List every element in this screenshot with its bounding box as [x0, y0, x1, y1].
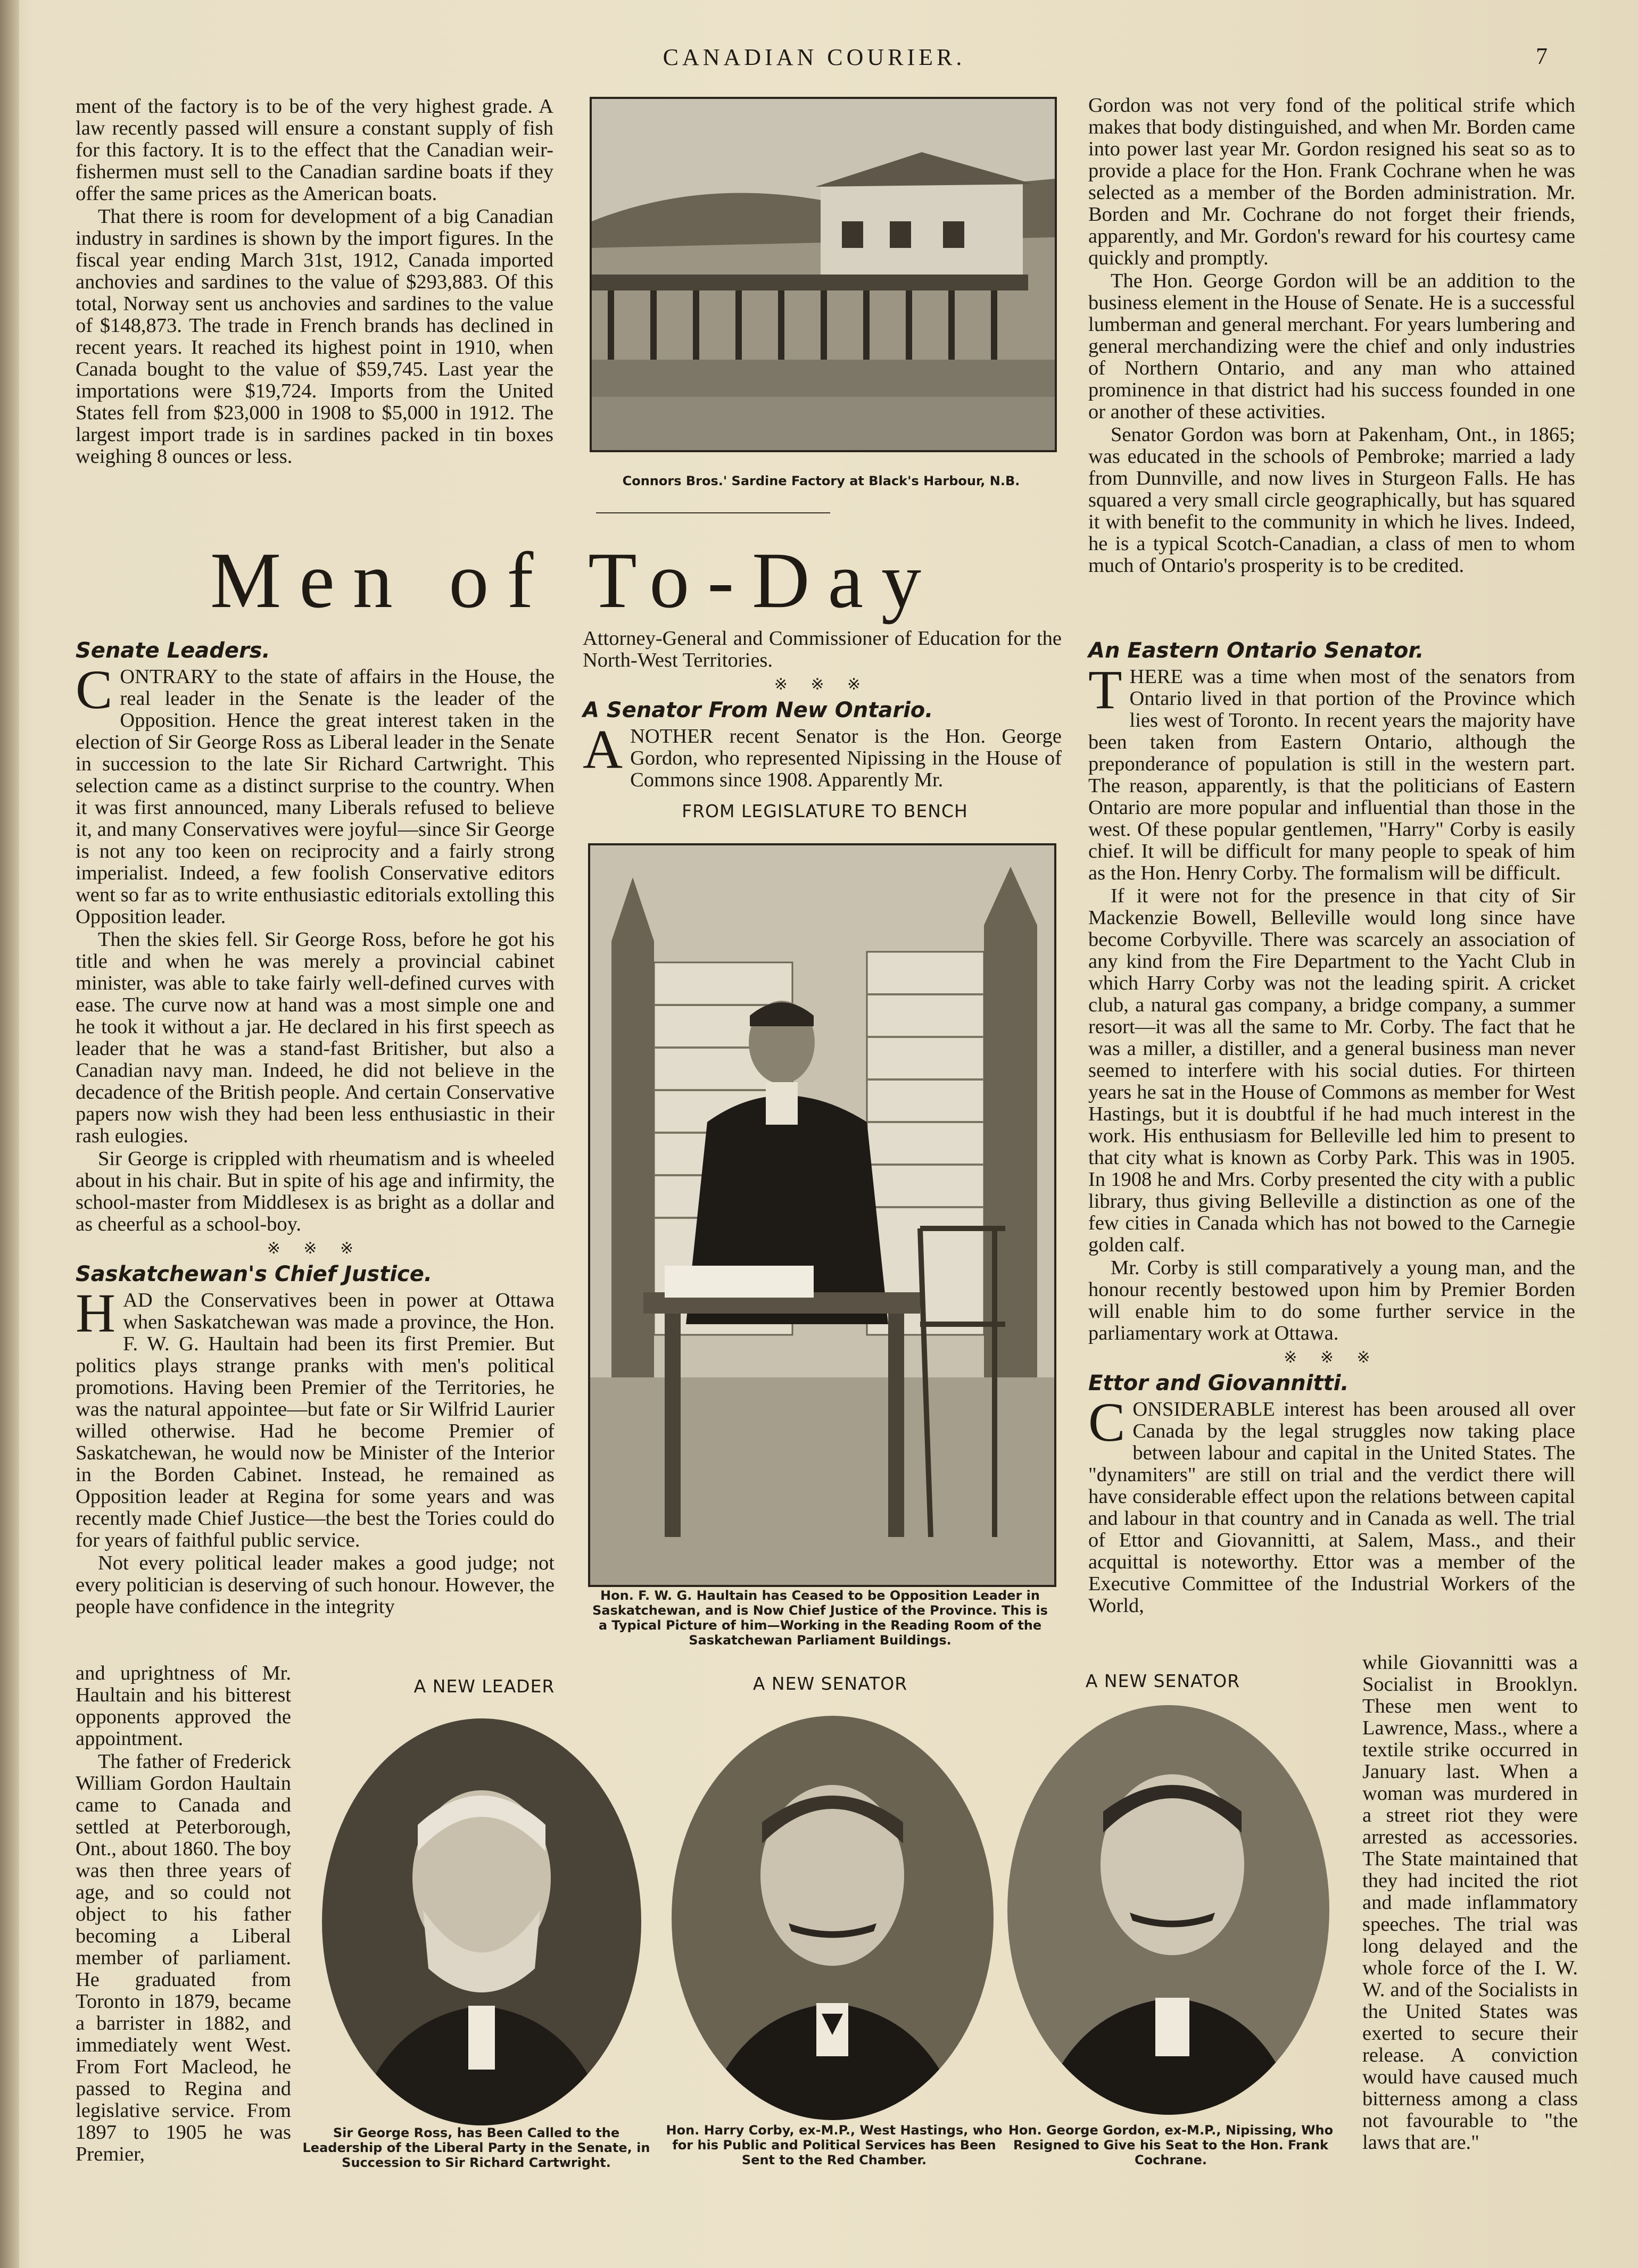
middle-column: [583, 628, 1062, 792]
paragraph: THERE was a time when most of the senators from Ontario lived in that portion of the Province which lies west of Toronto. In recent years the majority have been taken from Eastern Ontario, although the preponderance of population is still in the western part. The reason, apparently, is that the politicians of Eastern Ontario are more popular and influential than those in the west. Of these popular gentlemen, "Harry" Corby is easily chief. It will be difficult for many people to speak of him as the Hon. Henry Corby. The formalism will be difficult.: [1088, 659, 1575, 884]
factory-photo: [590, 97, 1057, 452]
section-separator: ※ ※ ※: [1284, 1349, 1380, 1366]
haultain-photo-caption: Hon. F. W. G. Haultain has Ceased to be Opposition Leader in Saskatchewan, and is Now Chief Justice of the Province. This is a Typical Picture of him—Working in the Reading Room of the Saskatchewan Parliament Buildings.: [592, 1588, 1048, 1648]
drop-cap: A: [583, 719, 623, 780]
portrait-label: A NEW SENATOR: [1085, 1671, 1240, 1691]
portrait-gordon: [1007, 1705, 1329, 2115]
paragraph: Senator Gordon was born at Pakenham, Ont., in 1865; was educated in the schools of Pembroke; married a lady from Dunnville, and now lives in Sturgeon Falls. He has squared a very small circle geographically, but has squared it with benefit to the community in which he lives. Indeed, he is a typical Scotch-Canadian, a class of men to whom much of Ontario's prosperity is to be credited.: [1088, 423, 1575, 577]
section-heading-ettor: Ettor and Giovannitti.: [1088, 1371, 1349, 1395]
paragraph: Attorney-General and Commissioner of Education for the North-West Territories.: [583, 627, 1062, 671]
left-narrow-column: [76, 1663, 291, 2166]
page-title: Men of To-Day: [210, 536, 940, 625]
title-rule: [596, 512, 830, 513]
drop-cap: C: [76, 659, 113, 720]
paragraph: and uprightness of Mr. Haultain and his bitterest opponents approved the appointment.: [76, 1662, 291, 1750]
paragraph: If it were not for the presence in that city of Sir Mackenzie Bowell, Belleville would long since have become Corbyville. There was scarcely an association of any kind from the Fire Department to the Yacht Club in which Harry Corby was not the leading spirit. A cricket club, a natural gas company, a bridge company, a summer resort—it was all the same to Mr. Corby. The fact that he was a miller, a distiller, and a general business man never seemed to interfere with his social duties. For thirteen years he sat in the House of Commons as member for West Hastings, but it is doubtful if he had much interest in the work. His enthusiasm for Belleville led him to present to that city what is known as Corby Park. This was in 1905. In 1908 he and Mrs. Corby presented the city with a public library, thus giving Belleville a distinction as one of the few cities in Canada which has not bowed to the Carnegie golden calf.: [1088, 885, 1575, 1256]
portrait-caption: Hon. Harry Corby, ex-M.P., West Hastings, who for his Public and Political Services has Been Sent to the Red Chamber.: [666, 2123, 1003, 2167]
portrait-corby: [672, 1716, 994, 2120]
paragraph: HAD the Conservatives been in power at Ottawa when Saskatchewan was made a province, the Hon. F. W. G. Haultain had been its first Premier. But politics plays strange pranks with men's political promotions. Having been Premier of the Territories, he was the natural appointee—but fate or Sir Wilfrid Laurier willed otherwise. Had he become Premier of Saskatchewan, he would now be Minister of the Interior in the Borden Cabinet. Instead, he remained as Opposition leader at Regina for some years and was recently made Chief Justice—the best the Tories could do for years of faithful public service.: [76, 1283, 555, 1551]
paragraph: CONSIDERABLE interest has been aroused all over Canada by the legal struggles now taking place between labour and capital in the United States. The "dynamiters" are still on trial and the verdict there will have considerable effect upon the relations between capital and labour in that country and in Canada as well. The trial of Ettor and Giovannitti, at Salem, Mass., and their acquittal is noteworthy. Ettor was a member of the Executive Committee of the Industrial Workers of the World,: [1088, 1392, 1575, 1617]
paragraph: Not every political leader makes a good judge; not every politician is deserving of such honour. However, the people have confidence in the integrity: [76, 1552, 555, 1618]
haultain-photo: [588, 843, 1056, 1587]
portrait-label: A NEW LEADER: [413, 1676, 555, 1697]
section-separator: ※ ※ ※: [774, 676, 871, 693]
paragraph: Sir George is crippled with rheumatism and is wheeled about in his chair. But in spite of his age and infirmity, the school-master from Middlesex is as bright as a dollar and as cheerful as a school-boy.: [76, 1148, 555, 1235]
portrait-label: A NEW SENATOR: [752, 1673, 908, 1694]
top-right-column: [1088, 95, 1575, 578]
paragraph: The Hon. George Gordon will be an addition to the business element in the House of Senate. He is a successful lumberman and general merchant. For years lumbering and general merchandizing were the chief and only industries of Northern Ontario, and any man who attained prominence in that district had his success founded in one or another of these activities.: [1088, 270, 1575, 423]
paragraph: Then the skies fell. Sir George Ross, before he got his title and when he was merely a provincial cabinet minister, was able to take fairly well-defined curves with ease. The curve now at hand was a most simple one and he took it without a jar. He declared in his first speech as leader that he was a stand-fast Britisher, but also a Canadian navy man. Indeed, he did not believe in the decadence of the British people. And certain Conservative papers now wish they had been less enthusiastic in their rash eulogies.: [76, 928, 555, 1147]
section-heading-senate: Senate Leaders.: [76, 638, 270, 663]
drop-cap: C: [1088, 1392, 1126, 1453]
paragraph: while Giovannitti was a Socialist in Brooklyn. These men went to Lawrence, Mass., where a textile strike occurred in January last. When a woman was murdered in a street riot they were arrested as accessories. The State maintained that they had incited the riot and made inflammatory speeches. The trial was long delayed and the whole force of the I. W. W. and of the Socialists in the United States was exerted to secure their release. A conviction would have caused much bitterness among a class not favourable to "the laws that are.": [1362, 1651, 1578, 2154]
left-column: [76, 636, 555, 1619]
paragraph: The father of Frederick William Gordon Haultain came to Canada and settled at Peterborough, Ont., about 1860. The boy was then three years of age, and so could not object to his father becoming a Liberal member of parliament. He graduated from Toronto in 1879, became a barrister in 1882, and immediately went West. From Fort Macleod, he passed to Regina and legislative service. From 1897 to 1905 he was Premier,: [76, 1750, 291, 2165]
paragraph: Mr. Corby is still comparatively a young man, and the honour recently bestowed upon him by Premier Borden will enable him to do some further service in the parliamentary work at Ottawa.: [1088, 1257, 1575, 1344]
paragraph: ment of the factory is to be of the very highest grade. A law recently passed will ensure a constant supply of fish for this factory. It is to the effect that the Canadian weir-fishermen must sell to the Canadian sardine boats if they offer the same prices as the American boats.: [76, 95, 553, 205]
section-separator: ※ ※ ※: [267, 1240, 363, 1257]
section-heading-eastern: An Eastern Ontario Senator.: [1088, 638, 1424, 663]
publication-header: CANADIAN COURIER.: [663, 44, 966, 70]
section-heading-saskatchewan: Saskatchewan's Chief Justice.: [76, 1262, 433, 1286]
factory-photo-caption: Connors Bros.' Sardine Factory at Black's Harbour, N.B.: [622, 473, 1020, 488]
binding-gutter: [0, 0, 19, 2268]
paragraph: CONTRARY to the state of affairs in the House, the real leader in the Senate is the leader of the Opposition. Hence the great interest taken in the election of Sir George Ross as Liberal leader in the Senate in succession to the late Sir Richard Cartwright. This selection came as a distinct surprise to the country. When it was first announced, many Liberals refused to believe it, and many Conservatives were joyful—since Sir George is not any too keen on reciprocity and a fairly strong imperialist. Indeed, a few foolish Conservative editors went so far as to write enthusiastic editorials extolling this Opposition leader.: [76, 659, 555, 928]
portrait-ross: [322, 1718, 641, 2125]
paragraph: That there is room for development of a big Canadian industry in sardines is shown by the import figures. In the fiscal year ending March 31st, 1912, Canada imported anchovies and sardines to the value of $293,883. Of this total, Norway sent us anchovies and sardines to the value of $148,873. The trade in French brands has declined in recent years. It reached its highest point in 1910, when Canada bought to the value of $59,745. Last year the importations were $19,724. Imports from the United States fell from $23,000 in 1908 to $5,000 in 1912. The largest import trade is in sardines packed in tin boxes weighing 8 ounces or less.: [76, 205, 553, 468]
paragraph: Gordon was not very fond of the political strife which makes that body distinguished, and when Mr. Borden came into power last year Mr. Gordon resigned his seat so as to provide a place for the Hon. Frank Cochrane when he was selected as a member of the Borden administration. Mr. Borden and Mr. Cochrane do not forget their friends, apparently, and Mr. Gordon's reward for his courtesy came quickly and promptly.: [1088, 94, 1575, 269]
paragraph: ANOTHER recent Senator is the Hon. George Gordon, who represented Nipissing in the House of Commons since 1908. Apparently Mr.: [583, 719, 1062, 791]
right-column: [1088, 636, 1575, 1618]
top-left-column: [76, 96, 553, 469]
section-heading-new-ontario: A Senator From New Ontario.: [583, 698, 933, 722]
page-number: 7: [1536, 43, 1548, 69]
portrait-caption: Hon. George Gordon, ex-M.P., Nipissing, Who Resigned to Give his Seat to the Hon. Frank Cochrane.: [1008, 2123, 1334, 2167]
right-narrow-column: [1362, 1652, 1578, 2155]
drop-cap: T: [1088, 659, 1122, 720]
photo-label-legislature: FROM LEGISLATURE TO BENCH: [682, 801, 968, 821]
portrait-caption: Sir George Ross, has Been Called to the Leadership of the Liberal Party in the Senate, in Succession to Sir Richard Cartwright.: [302, 2125, 650, 2170]
drop-cap: H: [76, 1283, 116, 1344]
